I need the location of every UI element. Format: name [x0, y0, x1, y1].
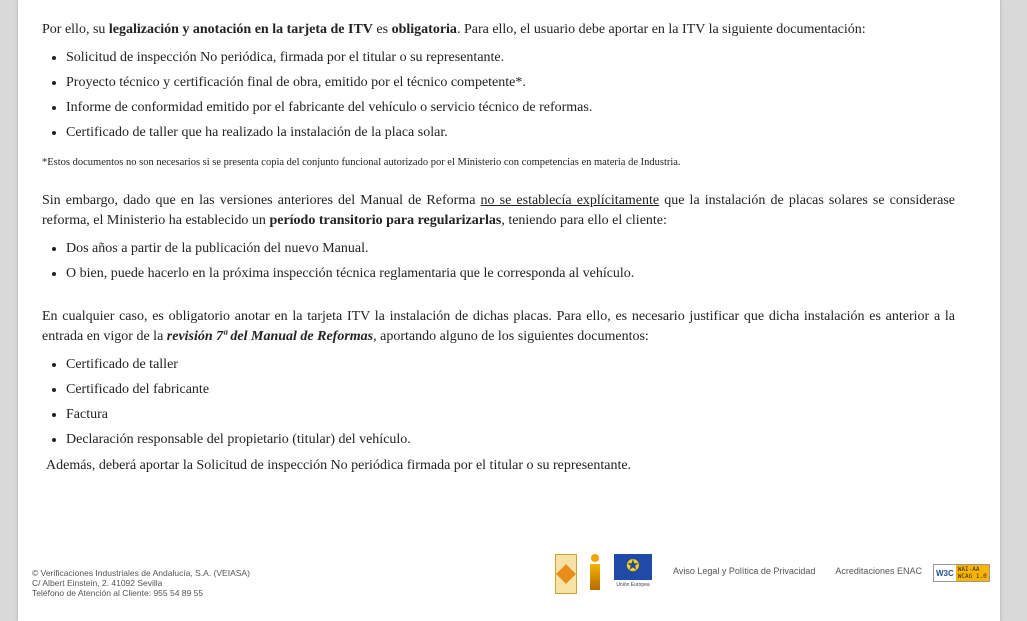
itv-logo[interactable] — [585, 554, 605, 592]
european-union-logo[interactable]: ✪ Unión Europea — [613, 554, 653, 590]
list-item: • Certificado de taller — [66, 355, 955, 375]
company-info — [32, 568, 250, 598]
footer-links — [673, 566, 922, 576]
list-item: • O bien, puede hacerlo en la próxima inspección técnica reglamentaria que le corresponda al vehículo. — [66, 264, 955, 284]
transition-paragraph: Sin embargo, dado que en las versiones anteriores del Manual de Reforma no se establecía explícitamente que la instalación de placas solares se considerase reforma, el Ministerio ha establecido un período transitorio para regularizarlas, teniendo para ello el cliente: — [42, 193, 955, 228]
company-name: © Verificaciones Industriales de Andalucía, S.A. (VEIASA) — [32, 568, 250, 578]
list-item: • Certificado del fabricante — [66, 380, 955, 400]
enac-accreditations-link[interactable]: Acreditaciones ENAC — [835, 566, 922, 576]
list-item: • Declaración responsable del propietario (titular) del vehículo. — [66, 430, 955, 450]
eu-flag-icon: ✪ — [614, 554, 652, 580]
legal-notice-link[interactable]: Aviso Legal y Política de Privacidad — [673, 566, 816, 576]
w3c-icon: W3C — [936, 568, 954, 578]
footer-logos — [555, 554, 653, 594]
closing-paragraph: Además, deberá aportar la Solicitud de inspección No periódica firmada por el titular o su representante. — [46, 458, 632, 473]
company-phone: Teléfono de Atención al Cliente: 955 54 89 55 — [32, 588, 204, 598]
list-item: • Certificado de taller que ha realizado la instalación de la placa solar. — [66, 123, 955, 143]
list-item: • Factura — [66, 405, 955, 425]
page — [18, 0, 1000, 621]
footer — [18, 548, 1000, 618]
footnote: *Estos documentos no son necesarios si se presenta copia del conjunto funcional autorizado por el Ministerio con competencias en materia de Industria. — [42, 157, 681, 168]
intro-paragraph: Por ello, su legalización y anotación en la tarjeta de ITV es obligatoria. Para ello, el usuario debe aportar en la ITV la siguiente documentación: — [42, 22, 866, 37]
proof-documents-list — [42, 355, 955, 450]
list-item: • Informe de conformidad emitido por el fabricante del vehículo o servicio técnico de reformas. — [66, 98, 955, 118]
company-address: C/ Albert Einstein, 2. 41092 Sevilla — [32, 578, 163, 588]
documentation-list — [42, 48, 955, 143]
wai-aa-badge[interactable]: W3C WAI-AA WCAG 1.0 — [933, 564, 990, 582]
junta-andalucia-logo[interactable] — [555, 554, 577, 594]
list-item: • Solicitud de inspección No periódica, firmada por el titular o su representante. — [66, 48, 955, 68]
list-item: • Dos años a partir de la publicación del nuevo Manual. — [66, 239, 955, 259]
article-content — [42, 20, 955, 476]
list-item: • Proyecto técnico y certificación final de obra, emitido por el técnico competente*. — [66, 73, 955, 93]
options-list — [42, 239, 955, 284]
any-case-paragraph: En cualquier caso, es obligatorio anotar en la tarjeta ITV la instalación de dichas placas. Para ello, es necesario justificar que dicha instalación es anterior a la entrada en vigor de la revisión 7ª del Manual de Reformas, aportando alguno de los siguientes documentos: — [42, 309, 955, 344]
